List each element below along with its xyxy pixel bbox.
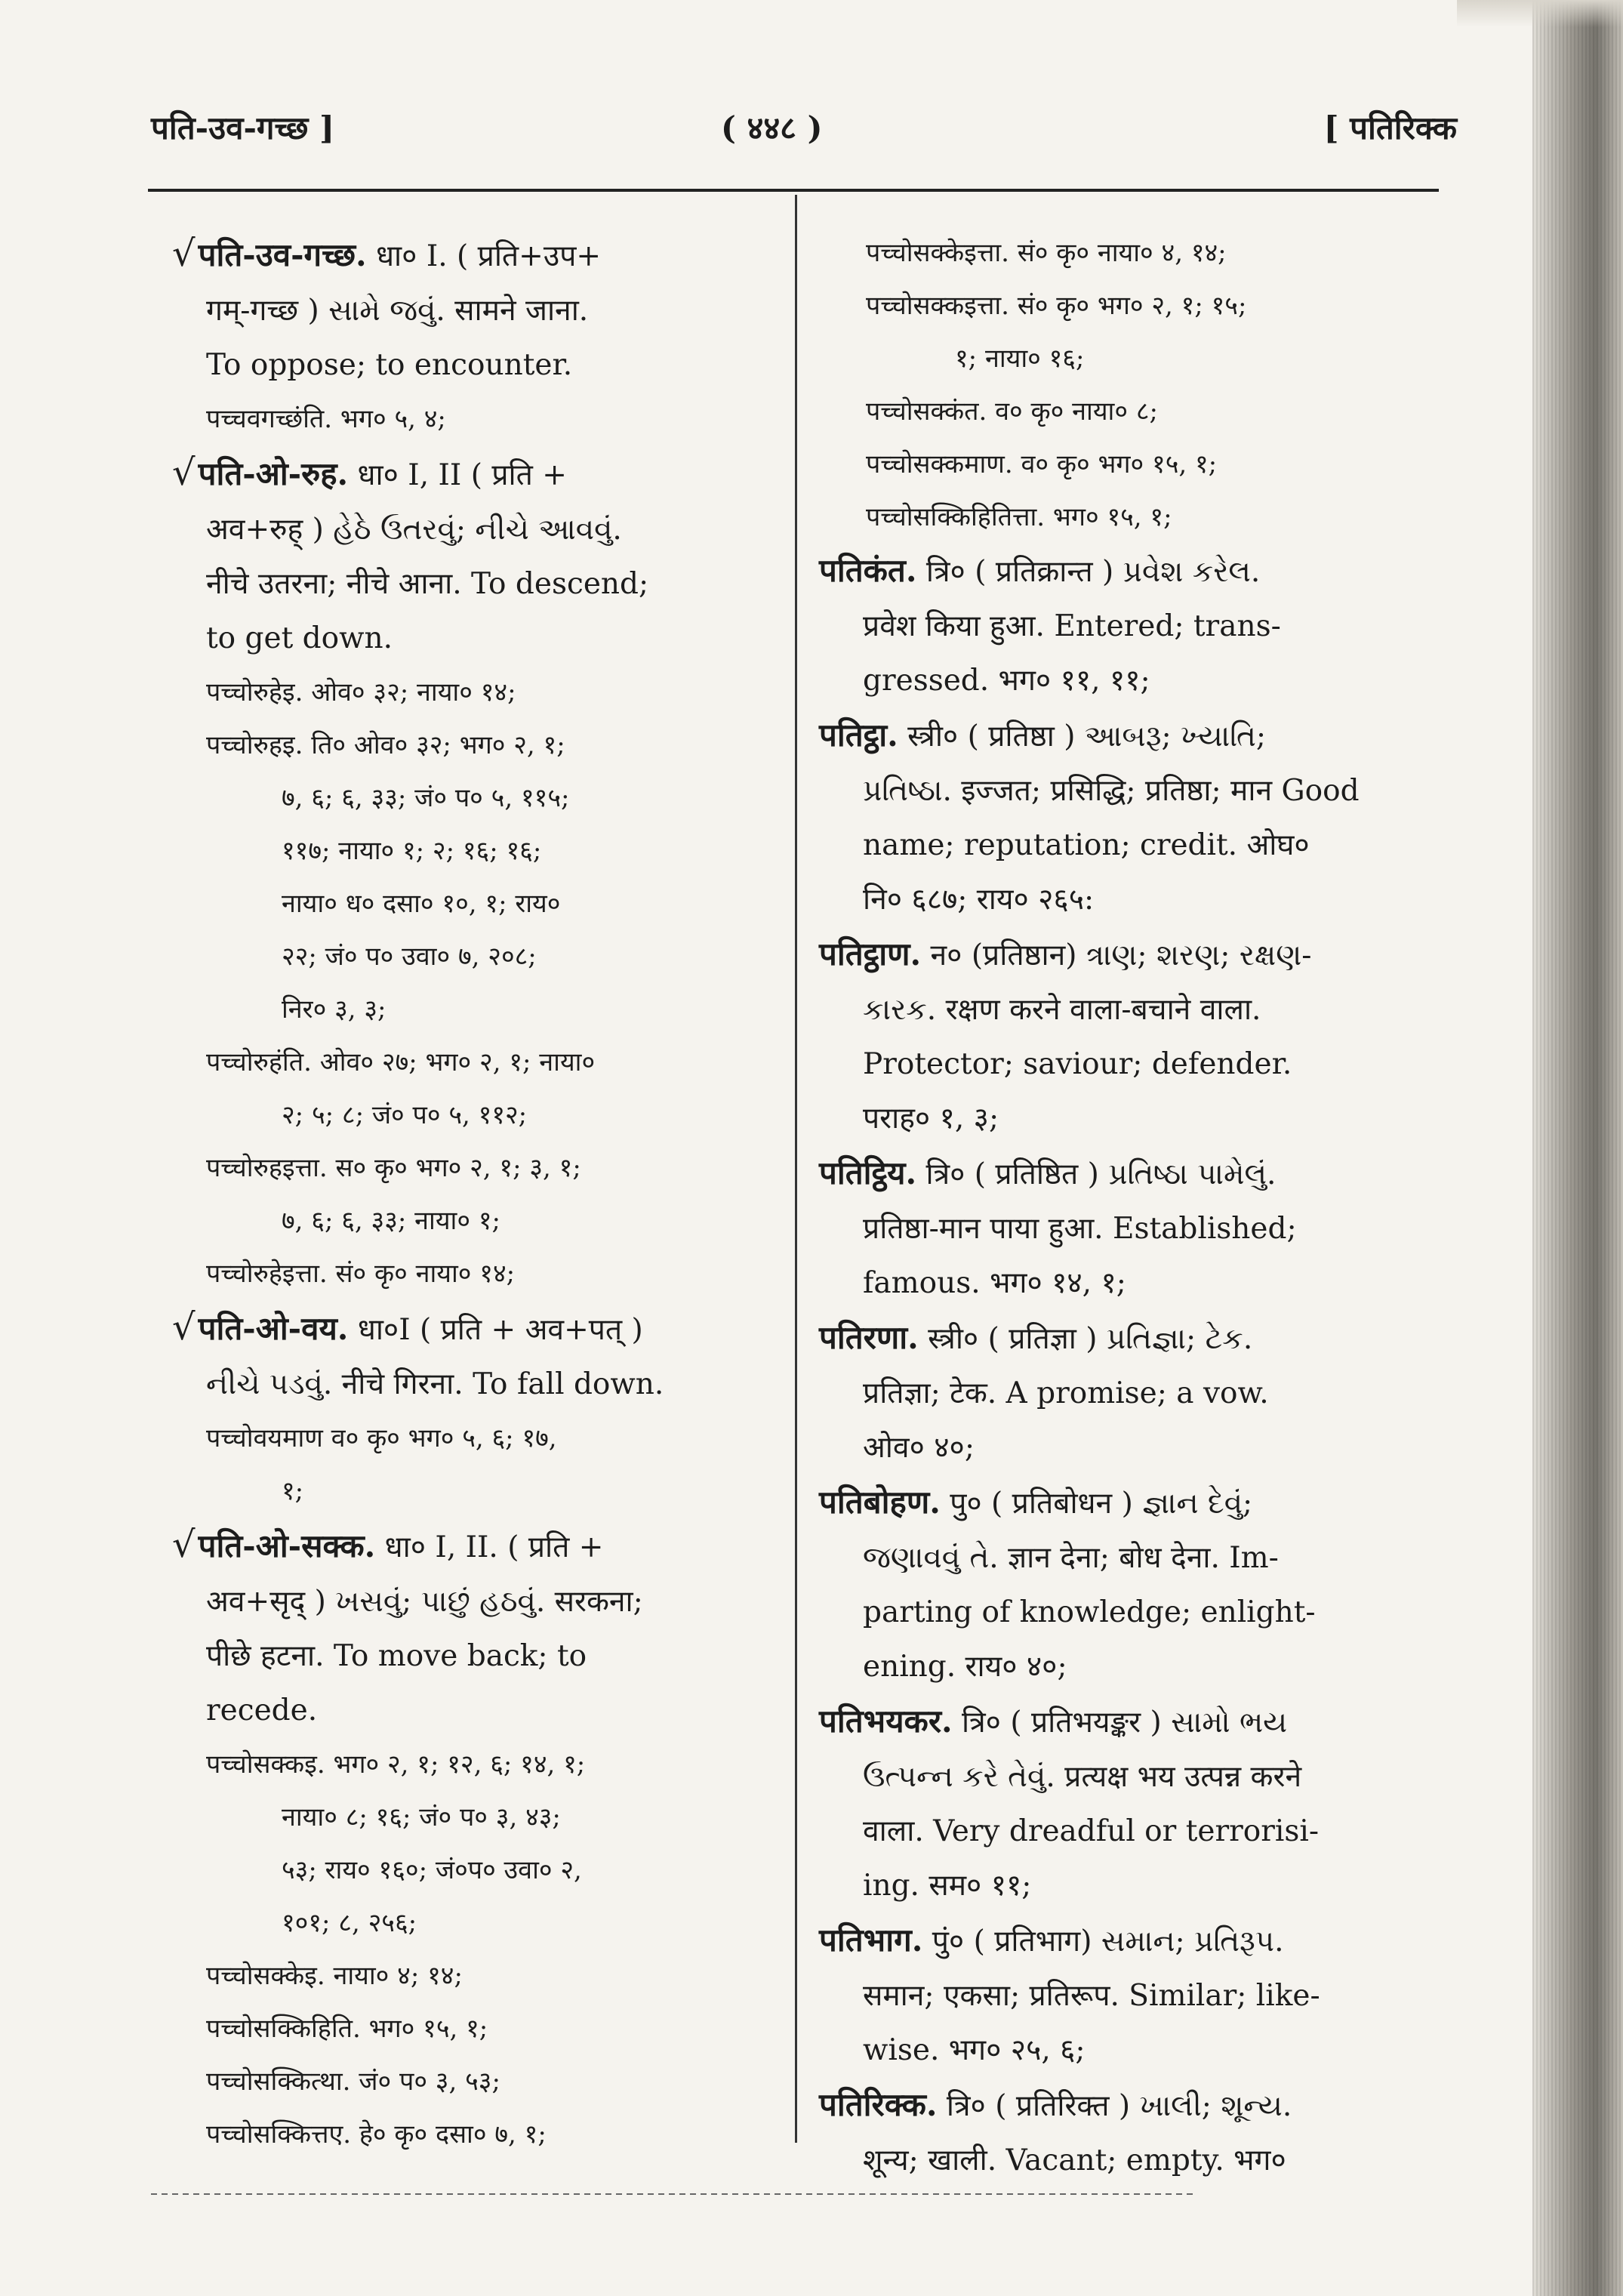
dictionary-headword-line bbox=[172, 227, 784, 284]
root-check-mark: √ bbox=[172, 451, 196, 494]
definition-line: अव+सृद् ) ખસવું; પાછું હઠવું. सरकना; bbox=[206, 1585, 643, 1619]
definition-line: To oppose; to encounter. bbox=[206, 348, 573, 382]
dictionary-headword-line bbox=[819, 708, 1438, 764]
inflected-form-line: पच्चोरुहेइ. ओव० ३२; नाया० १४; bbox=[206, 677, 516, 707]
definition-line: Protector; saviour; defender. bbox=[863, 1047, 1292, 1081]
citation-continuation-line: ७, ६; ६, ३३; जं० प० ५, ११५; bbox=[282, 783, 570, 813]
headword: पति-ओ-सक्क. bbox=[198, 1527, 376, 1564]
dictionary-headword-line bbox=[819, 1694, 1438, 1750]
headword: पतिकंत. bbox=[819, 552, 917, 589]
definition-line: पराह० १, ३; bbox=[863, 1102, 999, 1136]
definition-line: प्रतिष्ठा-मान पाया हुआ. Established; bbox=[863, 1212, 1297, 1246]
headword: पति-ओ-वय. bbox=[198, 1310, 349, 1347]
inflected-form-line: पच्चोवयमाण व० कृ० भग० ५, ६; १७, bbox=[206, 1423, 557, 1453]
headword-grammar: धा०I ( प्रति + अव+पत् ) bbox=[348, 1313, 643, 1347]
header-rule bbox=[148, 189, 1439, 192]
inflected-form-line: पच्चवगच्छंति. भग० ५, ४; bbox=[206, 404, 446, 434]
definition-line: नि० ६८७; राय० २६५: bbox=[863, 883, 1095, 917]
definition-line: gressed. भग० ११, ११; bbox=[863, 664, 1150, 698]
definition-line: गम्-गच्छ ) સામે જવું. सामने जाना. bbox=[206, 294, 589, 328]
definition-line: समान; एकसा; प्रतिरूप. Similar; like- bbox=[863, 1979, 1320, 2013]
root-check-mark: √ bbox=[172, 1524, 196, 1566]
inflected-form-line: पच्चोसक्कमाण. व० कृ० भग० १५, १; bbox=[866, 449, 1218, 479]
footer-rule bbox=[151, 2193, 1193, 2195]
inflected-form-line: पच्चोसक्कित्तए. हे० कृ० दसा० ७, १; bbox=[206, 2119, 547, 2150]
definition-line: ening. राय० ४०; bbox=[863, 1650, 1067, 1684]
headword: पतिरणा. bbox=[819, 1319, 919, 1356]
root-check-mark: √ bbox=[172, 1306, 196, 1348]
inflected-form-line: पच्चोसक्केइ. नाया० ४; १४; bbox=[206, 1961, 463, 1991]
headword-grammar: पुं० ( प्रतिभाग) સમાન; પ્રતિરૂપ. bbox=[922, 1925, 1284, 1959]
dictionary-headword-line bbox=[819, 927, 1438, 983]
headword-grammar: स्त्री० ( प्रतिज्ञा ) પ્રતિજ્ઞા; ટેક. bbox=[918, 1322, 1253, 1356]
dictionary-headword-line bbox=[172, 445, 784, 503]
right-column bbox=[819, 227, 1438, 2188]
headword-grammar: त्रि० ( प्रतिरिक्त ) ખાલી; શૂન્ય. bbox=[937, 2089, 1292, 2123]
definition-line: पीछे हटना. To move back; to bbox=[206, 1639, 587, 1673]
header-left-guideword: पति-उव-गच्छ ] bbox=[151, 109, 334, 146]
definition-line: recede. bbox=[206, 1693, 318, 1727]
inflected-form-line: पच्चोरुहइत्ता. स० कृ० भग० २, १; ३, १; bbox=[206, 1153, 581, 1183]
dictionary-headword-line bbox=[819, 1146, 1438, 1202]
definition-line: प्रतिज्ञा; टेक. A promise; a vow. bbox=[863, 1376, 1269, 1410]
headword: पतिभयकर. bbox=[819, 1703, 953, 1740]
citation-continuation-line: १; bbox=[282, 1476, 304, 1506]
inflected-form-line: पच्चोसक्कइत्ता. सं० कृ० भग० २, १; १५; bbox=[866, 291, 1247, 321]
inflected-form-line: पच्चोसक्कंत. व० कृ० नाया० ८; bbox=[866, 396, 1158, 427]
header-right-guideword: [ पतिरिक्क bbox=[1323, 109, 1457, 146]
headword: पतिट्ठिय. bbox=[819, 1154, 917, 1191]
definition-line: वाला. Very dreadful or terrorisi- bbox=[863, 1814, 1320, 1848]
page-header bbox=[151, 106, 1457, 159]
dictionary-headword-line bbox=[819, 2078, 1438, 2134]
headword-grammar: न० (प्रतिष्ठान) ત્રાણ; શરણ; રક્ષણ- bbox=[921, 938, 1312, 972]
scan-shadow bbox=[1457, 0, 1623, 27]
citation-continuation-line: नाया० ८; १६; जं० प० ३, ४३; bbox=[282, 1802, 561, 1832]
citation-continuation-line: निर० ३, ३; bbox=[282, 994, 387, 1025]
definition-line: જણાવવું તે. ज्ञान देना; बोध देना. Im- bbox=[863, 1541, 1279, 1575]
headword-grammar: धा० I. ( प्रति+उप+ bbox=[366, 239, 602, 273]
definition-line: ing. सम० ११; bbox=[863, 1869, 1032, 1903]
definition-line: अव+रुह् ) હેઠે ઉતરવું; નીચે આવવું. bbox=[206, 513, 622, 547]
definition-line: નીચે પડવું. नीचे गिरना. To fall down. bbox=[206, 1367, 664, 1401]
definition-line: ઉત્પન્ન કરે તેવું. प्रत्यक्ष भय उत्पन्न करने bbox=[863, 1760, 1302, 1794]
headword-grammar: त्रि० ( प्रतिक्रान्त ) પ્રવેશ કરેલ. bbox=[916, 555, 1261, 589]
dictionary-headword-line bbox=[819, 1475, 1438, 1531]
headword: पति-ओ-रुह. bbox=[198, 455, 349, 492]
left-column bbox=[172, 227, 784, 2161]
headword: पति-उव-गच्छ. bbox=[198, 236, 367, 273]
definition-line: प्रवेश किया हुआ. Entered; trans- bbox=[863, 609, 1281, 643]
dictionary-headword-line bbox=[819, 544, 1438, 599]
citation-continuation-line: २२; जं० प० उवा० ७, २०८; bbox=[282, 942, 537, 972]
headword: पतिट्ठा. bbox=[819, 717, 898, 754]
dictionary-headword-line bbox=[172, 1300, 784, 1358]
dictionary-headword-line bbox=[819, 1913, 1438, 1969]
dictionary-headword-line bbox=[172, 1518, 784, 1575]
root-check-mark: √ bbox=[172, 233, 196, 275]
citation-continuation-line: नाया० ध० दसा० १०, १; राय० bbox=[282, 889, 561, 919]
scanned-page-edge bbox=[1532, 0, 1623, 2296]
inflected-form-line: पच्चोसक्किहितित्ता. भग० १५, १; bbox=[866, 502, 1172, 532]
column-divider bbox=[795, 195, 797, 2143]
headword-grammar: धा० I, II. ( प्रति + bbox=[375, 1530, 604, 1564]
inflected-form-line: पच्चोसक्कित्था. जं० प० ३, ५३; bbox=[206, 2066, 500, 2097]
definition-line: famous. भग० १४, १; bbox=[863, 1266, 1126, 1300]
definition-line: to get down. bbox=[206, 621, 393, 655]
headword: पतिबोहण. bbox=[819, 1484, 941, 1521]
definition-line: parting of knowledge; enlight- bbox=[863, 1595, 1316, 1629]
headword: पतिरिक्क. bbox=[819, 2086, 938, 2123]
citation-continuation-line: ११७; नाया० १; २; १६; १६; bbox=[282, 836, 542, 866]
definition-line: ओव० ४०; bbox=[863, 1431, 975, 1465]
definition-line: પ્રતિષ્ઠા. इज्जत; प्रसिद्धि; प्रतिष्ठा; मान Good bbox=[863, 774, 1360, 808]
page-number: ( ४४८ ) bbox=[721, 109, 823, 146]
headword-grammar: धा० I, II ( प्रति + bbox=[348, 458, 567, 492]
definition-line: wise. भग० २५, ६; bbox=[863, 2033, 1086, 2067]
headword-grammar: त्रि० ( प्रतिष्ठित ) પ્રતિષ્ઠા પામેલું. bbox=[916, 1157, 1277, 1191]
definition-line: नीचे उतरना; नीचे आना. To descend; bbox=[206, 567, 649, 601]
citation-continuation-line: ७, ६; ६, ३३; नाया० १; bbox=[282, 1206, 500, 1236]
citation-continuation-line: ५३; राय० १६०; जं०प० उवा० २, bbox=[282, 1855, 582, 1885]
inflected-form-line: पच्चोरुहेइत्ता. सं० कृ० नाया० १४; bbox=[206, 1259, 516, 1289]
headword-grammar: स्त्री० ( प्रतिष्ठा ) આબરૂ; ખ્યાતિ; bbox=[898, 720, 1266, 754]
inflected-form-line: पच्चोरुहइ. ति० ओव० ३२; भग० २, १; bbox=[206, 730, 565, 760]
inflected-form-line: पच्चोसक्किहिति. भग० १५, १; bbox=[206, 2014, 488, 2044]
definition-line: કારક. रक्षण करने वाला-बचाने वाला. bbox=[863, 993, 1261, 1027]
headword-grammar: पु० ( प्रतिबोधन ) જ્ઞાન દેવું; bbox=[940, 1487, 1253, 1521]
definition-line: शून्य; खाली. Vacant; empty. भग० bbox=[863, 2143, 1286, 2177]
definition-line: name; reputation; credit. ओघ० bbox=[863, 828, 1310, 862]
inflected-form-line: पच्चोसक्कइ. भग० २, १; १२, ६; १४, १; bbox=[206, 1749, 586, 1780]
citation-continuation-line: १०१; ८, २५६; bbox=[282, 1908, 417, 1938]
dictionary-headword-line bbox=[819, 1311, 1438, 1367]
inflected-form-line: पच्चोरुहंति. ओव० २७; भग० २, १; नाया० bbox=[206, 1047, 596, 1077]
citation-continuation-line: २; ५; ८; जं० प० ५, ११२; bbox=[282, 1100, 528, 1130]
headword: पतिभाग. bbox=[819, 1922, 923, 1959]
inflected-form-line: पच्चोसक्केइत्ता. सं० कृ० नाया० ४, १४; bbox=[866, 238, 1227, 268]
headword-grammar: त्रि० ( प्रतिभयङ्कर ) સામો ભય bbox=[952, 1706, 1288, 1740]
headword: पतिट्ठाण. bbox=[819, 935, 922, 972]
citation-continuation-line: १; नाया० १६; bbox=[955, 344, 1085, 374]
